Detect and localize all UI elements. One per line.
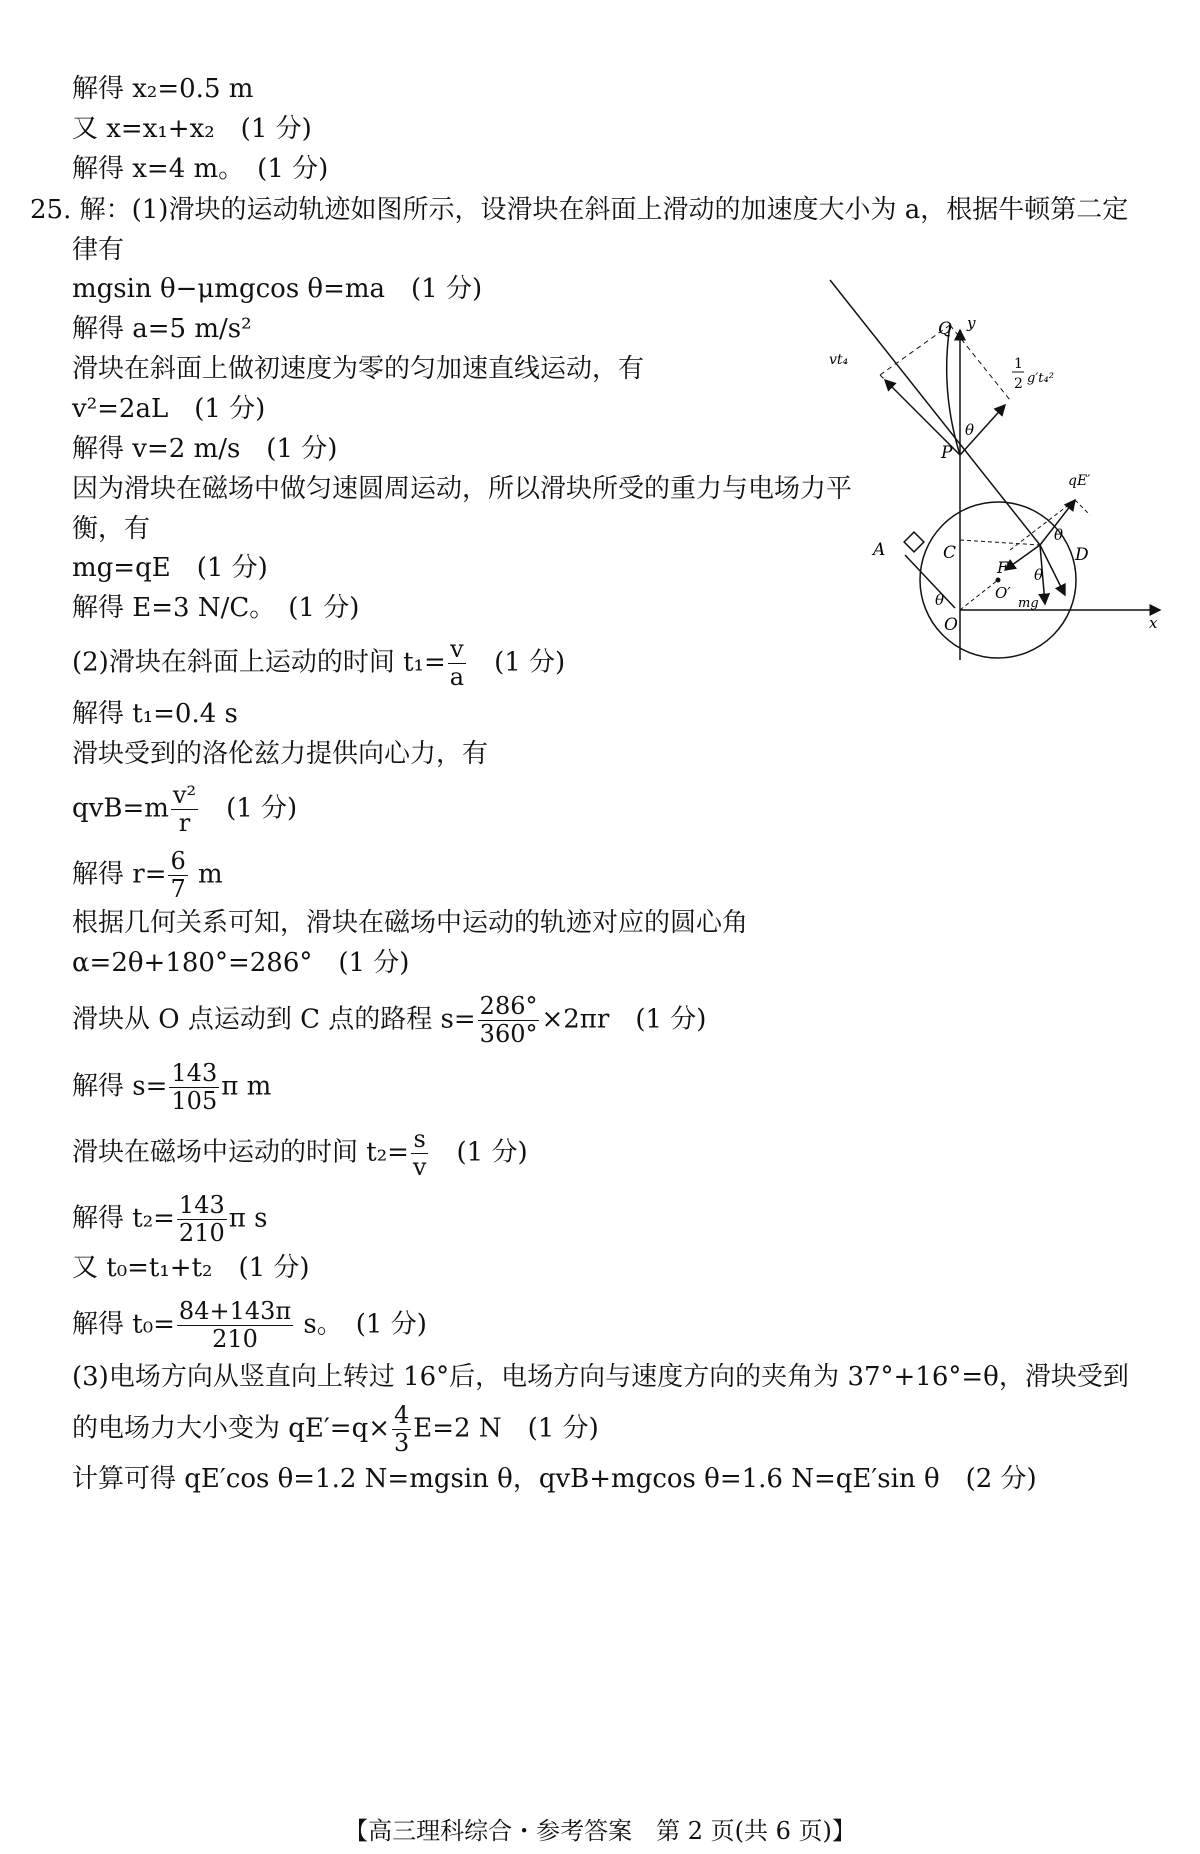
label-half-den: 2 <box>1014 376 1023 392</box>
equation: α=2θ+180°=286° (1 分) <box>72 948 410 978</box>
line-t0 <box>72 1298 427 1353</box>
fraction <box>411 1126 429 1181</box>
label-P: P <box>941 443 953 463</box>
equation: 计算可得 qE′cos θ=1.2 N=mgsin θ，qvB+mgcos θ=1.6 N=qE′sin θ (2 分) <box>72 1464 1037 1494</box>
line: 根据几何关系可知，滑块在磁场中运动的轨迹对应的圆心角 <box>72 908 749 938</box>
denominator: a <box>449 663 465 691</box>
label-gt: g′t₄² <box>1027 371 1054 386</box>
text: 解得 r= <box>72 859 167 890</box>
fraction <box>392 1402 411 1457</box>
numerator: 6 <box>170 847 186 875</box>
fraction <box>177 1192 227 1247</box>
line: 解得 x₂=0.5 m <box>72 74 254 104</box>
label-A: A <box>873 540 886 560</box>
text: 滑块从 O 点运动到 C 点的路程 s= <box>72 1004 476 1035</box>
equation: mg=qE (1 分) <box>72 553 268 583</box>
numerator: v² <box>172 781 197 809</box>
fraction <box>478 993 540 1048</box>
text: m <box>198 859 223 890</box>
denominator: 7 <box>170 875 186 903</box>
line: 解得 v=2 m/s (1 分) <box>72 434 338 464</box>
line-s <box>72 993 706 1048</box>
label-F: F <box>997 558 1009 577</box>
label-theta: θ <box>1054 526 1064 544</box>
fraction <box>448 636 466 691</box>
numerator: v <box>448 636 466 664</box>
numerator: s <box>411 1126 429 1154</box>
question-25-heading: 25. 解：(1)滑块的运动轨迹如图所示，设滑块在斜面上滑动的加速度大小为 a，根据牛顿第二定 <box>30 195 1129 225</box>
text: (1 分) <box>456 1137 528 1168</box>
text: 的电场力大小变为 qE′=q× <box>72 1413 391 1444</box>
page-footer: 【高三理科综合・参考答案 第 2 页(共 6 页)】 <box>344 1817 856 1845</box>
label-y: y <box>967 314 976 332</box>
equation: v²=2aL (1 分) <box>72 394 266 424</box>
line: 滑块在斜面上做初速度为零的匀加速直线运动，有 <box>72 354 645 384</box>
text: 解得 t₂= <box>72 1203 175 1234</box>
line: 解得 E=3 N/C。 (1 分) <box>72 593 360 623</box>
line-t1 <box>72 636 565 691</box>
denominator: 210 <box>178 1219 225 1247</box>
text: qvB=m <box>72 793 169 824</box>
text: (1 分) <box>226 793 298 824</box>
label-mg: mg <box>1018 596 1039 611</box>
line: 因为滑块在磁场中做匀速圆周运动，所以滑块所受的重力与电场力平 <box>72 474 853 504</box>
text: π m <box>221 1071 272 1102</box>
text: 滑块在磁场中运动的时间 t₂= <box>72 1137 409 1168</box>
line: (3)电场方向从竖直向上转过 16°后，电场方向与速度方向的夹角为 37°+16°=θ，滑块受到 <box>72 1362 1129 1392</box>
line: 解得 a=5 m/s² <box>72 314 252 344</box>
line-s-result <box>72 1060 271 1115</box>
label-O-prime: O′ <box>995 584 1011 602</box>
denominator: 3 <box>394 1429 410 1457</box>
label-O: O <box>944 615 958 635</box>
label-C: C <box>943 543 957 563</box>
numerator: 143 <box>171 1059 218 1087</box>
line-qE <box>72 1402 599 1457</box>
block <box>904 532 924 552</box>
denominator: r <box>178 809 191 837</box>
line: 滑块受到的洛伦兹力提供向心力，有 <box>72 739 489 769</box>
text: ×2πr (1 分) <box>541 1004 707 1035</box>
label-Q: Q <box>938 319 952 339</box>
line-qvB <box>72 782 297 837</box>
fraction <box>177 1298 293 1353</box>
label-theta: θ <box>935 591 945 609</box>
denominator: 210 <box>212 1325 258 1353</box>
fraction <box>171 782 198 837</box>
denominator: 360° <box>479 1020 538 1048</box>
label-D: D <box>1075 545 1089 565</box>
denominator: v <box>412 1153 427 1181</box>
text: (1 分) <box>494 647 566 678</box>
line: 又 x=x₁+x₂ (1 分) <box>72 114 312 144</box>
text: 解得 t₀= <box>72 1309 175 1340</box>
text: 解得 s= <box>72 1071 168 1102</box>
numerator: 143 <box>178 1191 225 1219</box>
line-t2 <box>72 1126 528 1181</box>
line: 律有 <box>72 235 125 265</box>
text: s。 (1 分) <box>303 1309 427 1340</box>
label-theta: θ <box>965 421 975 439</box>
numerator: 4 <box>394 1401 410 1429</box>
line-t2-result <box>72 1192 267 1247</box>
line: 衡，有 <box>72 514 151 544</box>
equation: mgsin θ−μmgcos θ=ma (1 分) <box>72 274 483 304</box>
label-x: x <box>1149 614 1158 632</box>
label-theta: θ <box>1034 566 1044 584</box>
motion-diagram <box>829 314 1175 750</box>
line-r <box>72 848 223 903</box>
text: (2)滑块在斜面上运动的时间 t₁= <box>72 647 446 678</box>
equation: 又 t₀=t₁+t₂ (1 分) <box>72 1253 310 1283</box>
label-half-num: 1 <box>1014 356 1023 372</box>
denominator: 105 <box>171 1087 218 1115</box>
trajectory-line <box>830 280 1040 545</box>
text: π s <box>228 1203 268 1234</box>
line: 解得 x=4 m。 (1 分) <box>72 154 329 184</box>
label-qE: qE′ <box>1068 473 1091 489</box>
text: E=2 N (1 分) <box>413 1413 599 1444</box>
label-vt4: vt₄ <box>829 352 849 368</box>
fraction <box>168 848 187 903</box>
line: 解得 t₁=0.4 s <box>72 699 238 729</box>
numerator: 286° <box>479 992 538 1020</box>
numerator: 84+143π <box>178 1297 292 1325</box>
fraction <box>169 1060 219 1115</box>
